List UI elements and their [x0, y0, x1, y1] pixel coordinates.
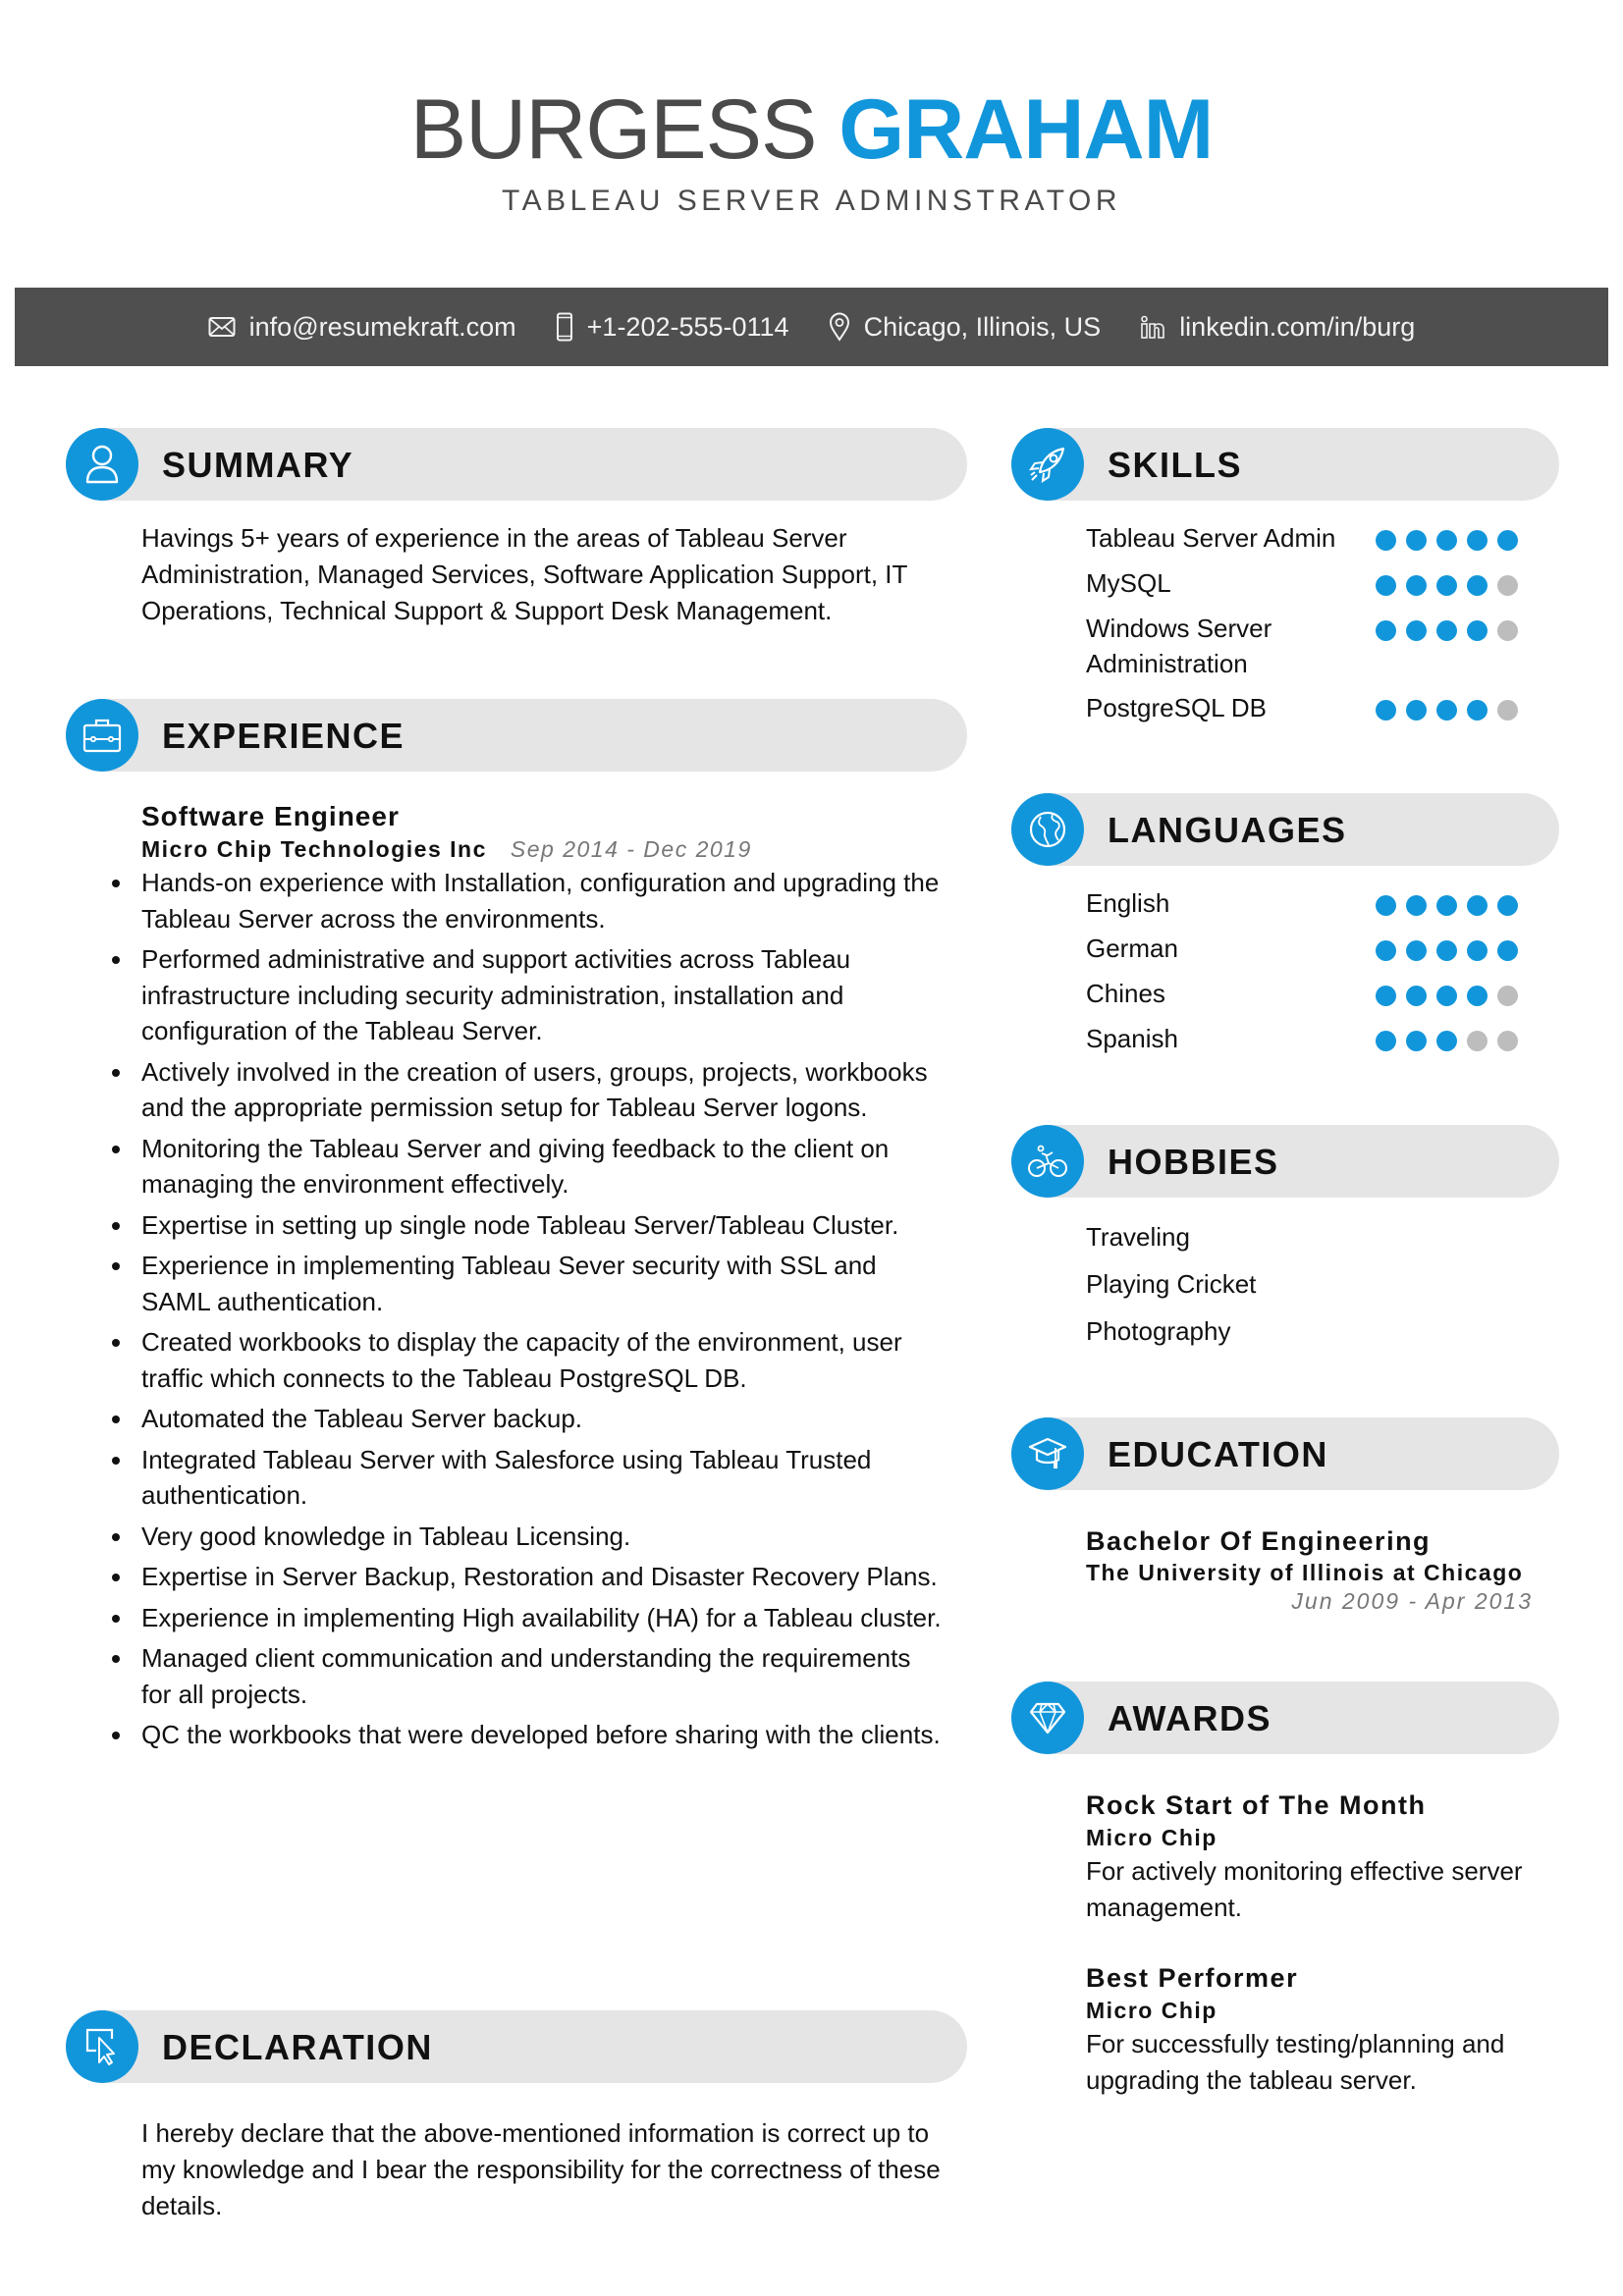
- rating-dot-empty: [1497, 620, 1518, 641]
- section-title: SKILLS: [1108, 445, 1243, 485]
- summary-section-header: [66, 428, 967, 501]
- rating-dot-filled: [1406, 575, 1427, 596]
- hobby-item: Photography: [1086, 1316, 1231, 1346]
- skill-rating: [1376, 700, 1518, 721]
- rocket-icon: [1011, 428, 1084, 501]
- award-title: Best Performer: [1086, 1963, 1299, 1993]
- award-title: Rock Start of The Month: [1086, 1790, 1427, 1820]
- languages-section-header: [1011, 793, 1559, 866]
- rating-dot-filled: [1376, 530, 1396, 551]
- rating-dot-filled: [1376, 1031, 1396, 1051]
- language-rating: [1376, 895, 1518, 916]
- job-bullet: Monitoring the Tableau Server and giving feedback to the client on managing the environment effectively.: [102, 1131, 947, 1202]
- job-bullet: QC the workbooks that were developed before sharing with the clients.: [102, 1717, 947, 1753]
- rating-dot-filled: [1376, 986, 1396, 1006]
- rating-dot-filled: [1376, 620, 1396, 641]
- skill-label: Windows Server Administration: [1086, 614, 1272, 678]
- rating-dot-empty: [1467, 1031, 1488, 1051]
- rating-dot-filled: [1467, 620, 1488, 641]
- job-bullet: Integrated Tableau Server with Salesforce using Tableau Trusted authentication.: [102, 1442, 947, 1514]
- summary-text: Havings 5+ years of experience in the areas of Tableau Server Administration, Managed Services, Software Application Support, IT Operations, Technical Support & Support Desk Management.: [141, 523, 907, 625]
- experience-section-header: [66, 699, 967, 772]
- award-org: Micro Chip: [1086, 1998, 1217, 2023]
- rating-dot-filled: [1406, 940, 1427, 961]
- section-pill: [1011, 428, 1559, 501]
- section-pill: [1011, 1682, 1559, 1754]
- last-name: GRAHAM: [839, 82, 1214, 177]
- graduation-cap-icon: [1011, 1417, 1084, 1490]
- skill-rating: [1376, 575, 1518, 596]
- rating-dot-filled: [1497, 940, 1518, 961]
- education-school: The University of Illinois at Chicago: [1086, 1560, 1524, 1585]
- rating-dot-filled: [1406, 620, 1427, 641]
- job-bullets: [102, 865, 947, 1753]
- rating-dot-filled: [1436, 620, 1457, 641]
- skill-rating: [1376, 620, 1518, 641]
- rating-dot-filled: [1436, 1031, 1457, 1051]
- job-title: TABLEAU SERVER ADMINSTRATOR: [501, 185, 1122, 217]
- rating-dot-empty: [1497, 1031, 1518, 1051]
- job-bullet: Expertise in Server Backup, Restoration and Disaster Recovery Plans.: [102, 1559, 947, 1595]
- job-company-line: [141, 833, 947, 865]
- rating-dot-filled: [1376, 940, 1396, 961]
- section-title: AWARDS: [1108, 1698, 1272, 1738]
- skills-section-header: [1011, 428, 1559, 501]
- diamond-icon: [1011, 1682, 1084, 1754]
- language-label: Chines: [1086, 979, 1165, 1008]
- rating-dot-filled: [1376, 575, 1396, 596]
- hobbies-section-header: [1011, 1125, 1559, 1198]
- rating-dot-filled: [1467, 895, 1488, 916]
- job-company: Micro Chip Technologies Inc: [141, 836, 487, 862]
- phone-icon: [556, 312, 573, 342]
- rating-dot-empty: [1497, 986, 1518, 1006]
- location-pin-icon: [829, 312, 850, 342]
- section-pill: [1011, 1125, 1559, 1198]
- rating-dot-filled: [1376, 700, 1396, 721]
- skill-label: MySQL: [1086, 568, 1171, 598]
- rating-dot-filled: [1406, 700, 1427, 721]
- job-bullet: Created workbooks to display the capacity of the environment, user traffic which connects to the Tableau PostgreSQL DB.: [102, 1324, 947, 1396]
- hobby-item: Traveling: [1086, 1222, 1190, 1252]
- language-label: German: [1086, 934, 1178, 963]
- job-bullet: Experience in implementing High availability (HA) for a Tableau cluster.: [102, 1600, 947, 1636]
- award-entry: [1086, 1961, 1557, 2099]
- linkedin-text: linkedin.com/in/burg: [1179, 311, 1416, 342]
- job-bullet: Actively involved in the creation of users, groups, projects, workbooks and the appropriate permission setup for Tableau Server logons.: [102, 1054, 947, 1126]
- rating-dot-filled: [1467, 575, 1488, 596]
- skill-label: PostgreSQL DB: [1086, 693, 1268, 722]
- location-text: Chicago, Illinois, US: [863, 311, 1102, 342]
- job-bullet: Expertise in setting up single node Tableau Server/Tableau Cluster.: [102, 1207, 947, 1244]
- section-title: HOBBIES: [1108, 1142, 1279, 1182]
- contact-location: [829, 312, 1102, 343]
- education-entry: [1086, 1524, 1557, 1615]
- candidate-name: [0, 80, 1623, 179]
- first-name: BURGESS: [409, 82, 817, 177]
- language-label: Spanish: [1086, 1024, 1178, 1053]
- language-rating: [1376, 940, 1518, 961]
- rating-dot-filled: [1467, 940, 1488, 961]
- section-title: EXPERIENCE: [162, 716, 406, 756]
- cursor-click-icon: [66, 2010, 138, 2083]
- envelope-icon: [208, 316, 236, 338]
- experience-entry: [141, 800, 947, 1758]
- email-text: info@resumekraft.com: [248, 311, 516, 342]
- rating-dot-filled: [1436, 575, 1457, 596]
- job-bullet: Experience in implementing Tableau Sever security with SSL and SAML authentication.: [102, 1248, 947, 1319]
- rating-dot-empty: [1497, 575, 1518, 596]
- job-bullet: Performed administrative and support activities across Tableau infrastructure including security administration, installation and configuration of the Tableau Server.: [102, 941, 947, 1049]
- skill-rating: [1376, 530, 1518, 551]
- rating-dot-filled: [1436, 700, 1457, 721]
- award-description: For actively monitoring effective server management.: [1086, 1856, 1523, 1922]
- language-rating: [1376, 986, 1518, 1006]
- award-description: For successfully testing/planning and upgrading the tableau server.: [1086, 2029, 1505, 2095]
- section-title: SUMMARY: [162, 445, 354, 485]
- education-section-header: [1011, 1417, 1559, 1490]
- resume-header: [0, 0, 1623, 285]
- rating-dot-filled: [1467, 530, 1488, 551]
- award-entry: [1086, 1789, 1557, 1926]
- bicycle-icon: [1011, 1125, 1084, 1198]
- section-title: EDUCATION: [1108, 1434, 1328, 1474]
- job-role: Software Engineer: [141, 801, 400, 831]
- education-dates: Jun 2009 - Apr 2013: [1291, 1588, 1533, 1614]
- contact-phone[interactable]: [556, 312, 789, 343]
- job-bullet: Very good knowledge in Tableau Licensing.: [102, 1519, 947, 1555]
- hobby-item: Playing Cricket: [1086, 1269, 1257, 1299]
- contact-linkedin[interactable]: [1140, 312, 1415, 343]
- awards-section-header: [1011, 1682, 1559, 1754]
- rating-dot-filled: [1406, 986, 1427, 1006]
- job-bullet: Automated the Tableau Server backup.: [102, 1401, 947, 1437]
- rating-dot-filled: [1436, 530, 1457, 551]
- contact-email[interactable]: [208, 312, 516, 343]
- phone-text: +1-202-555-0114: [586, 311, 789, 342]
- declaration-section-header: [66, 2010, 967, 2083]
- rating-dot-filled: [1406, 895, 1427, 916]
- rating-dot-filled: [1467, 986, 1488, 1006]
- section-title: DECLARATION: [162, 2027, 433, 2067]
- job-dates: Sep 2014 - Dec 2019: [510, 836, 752, 862]
- declaration-text: I hereby declare that the above-mentioned information is correct up to my knowledge and I bear the responsibility for the correctness of these details.: [141, 2118, 941, 2220]
- user-icon: [66, 428, 138, 501]
- rating-dot-filled: [1376, 895, 1396, 916]
- education-degree: Bachelor Of Engineering: [1086, 1526, 1432, 1556]
- award-org: Micro Chip: [1086, 1825, 1217, 1850]
- language-rating: [1376, 1031, 1518, 1051]
- rating-dot-filled: [1436, 986, 1457, 1006]
- skill-label: Tableau Server Admin: [1086, 523, 1336, 553]
- linkedin-icon: [1140, 314, 1165, 340]
- job-bullet: Managed client communication and understanding the requirements for all projects.: [102, 1640, 947, 1712]
- briefcase-icon: [66, 699, 138, 772]
- language-label: English: [1086, 888, 1170, 918]
- rating-dot-filled: [1467, 700, 1488, 721]
- contact-bar: [15, 288, 1608, 366]
- rating-dot-filled: [1497, 530, 1518, 551]
- rating-dot-empty: [1497, 700, 1518, 721]
- rating-dot-filled: [1406, 1031, 1427, 1051]
- rating-dot-filled: [1406, 530, 1427, 551]
- rating-dot-filled: [1436, 940, 1457, 961]
- globe-icon: [1011, 793, 1084, 866]
- rating-dot-filled: [1497, 895, 1518, 916]
- section-title: LANGUAGES: [1108, 810, 1347, 850]
- job-bullet: Hands-on experience with Installation, configuration and upgrading the Tableau Server across the environments.: [102, 865, 947, 936]
- rating-dot-filled: [1436, 895, 1457, 916]
